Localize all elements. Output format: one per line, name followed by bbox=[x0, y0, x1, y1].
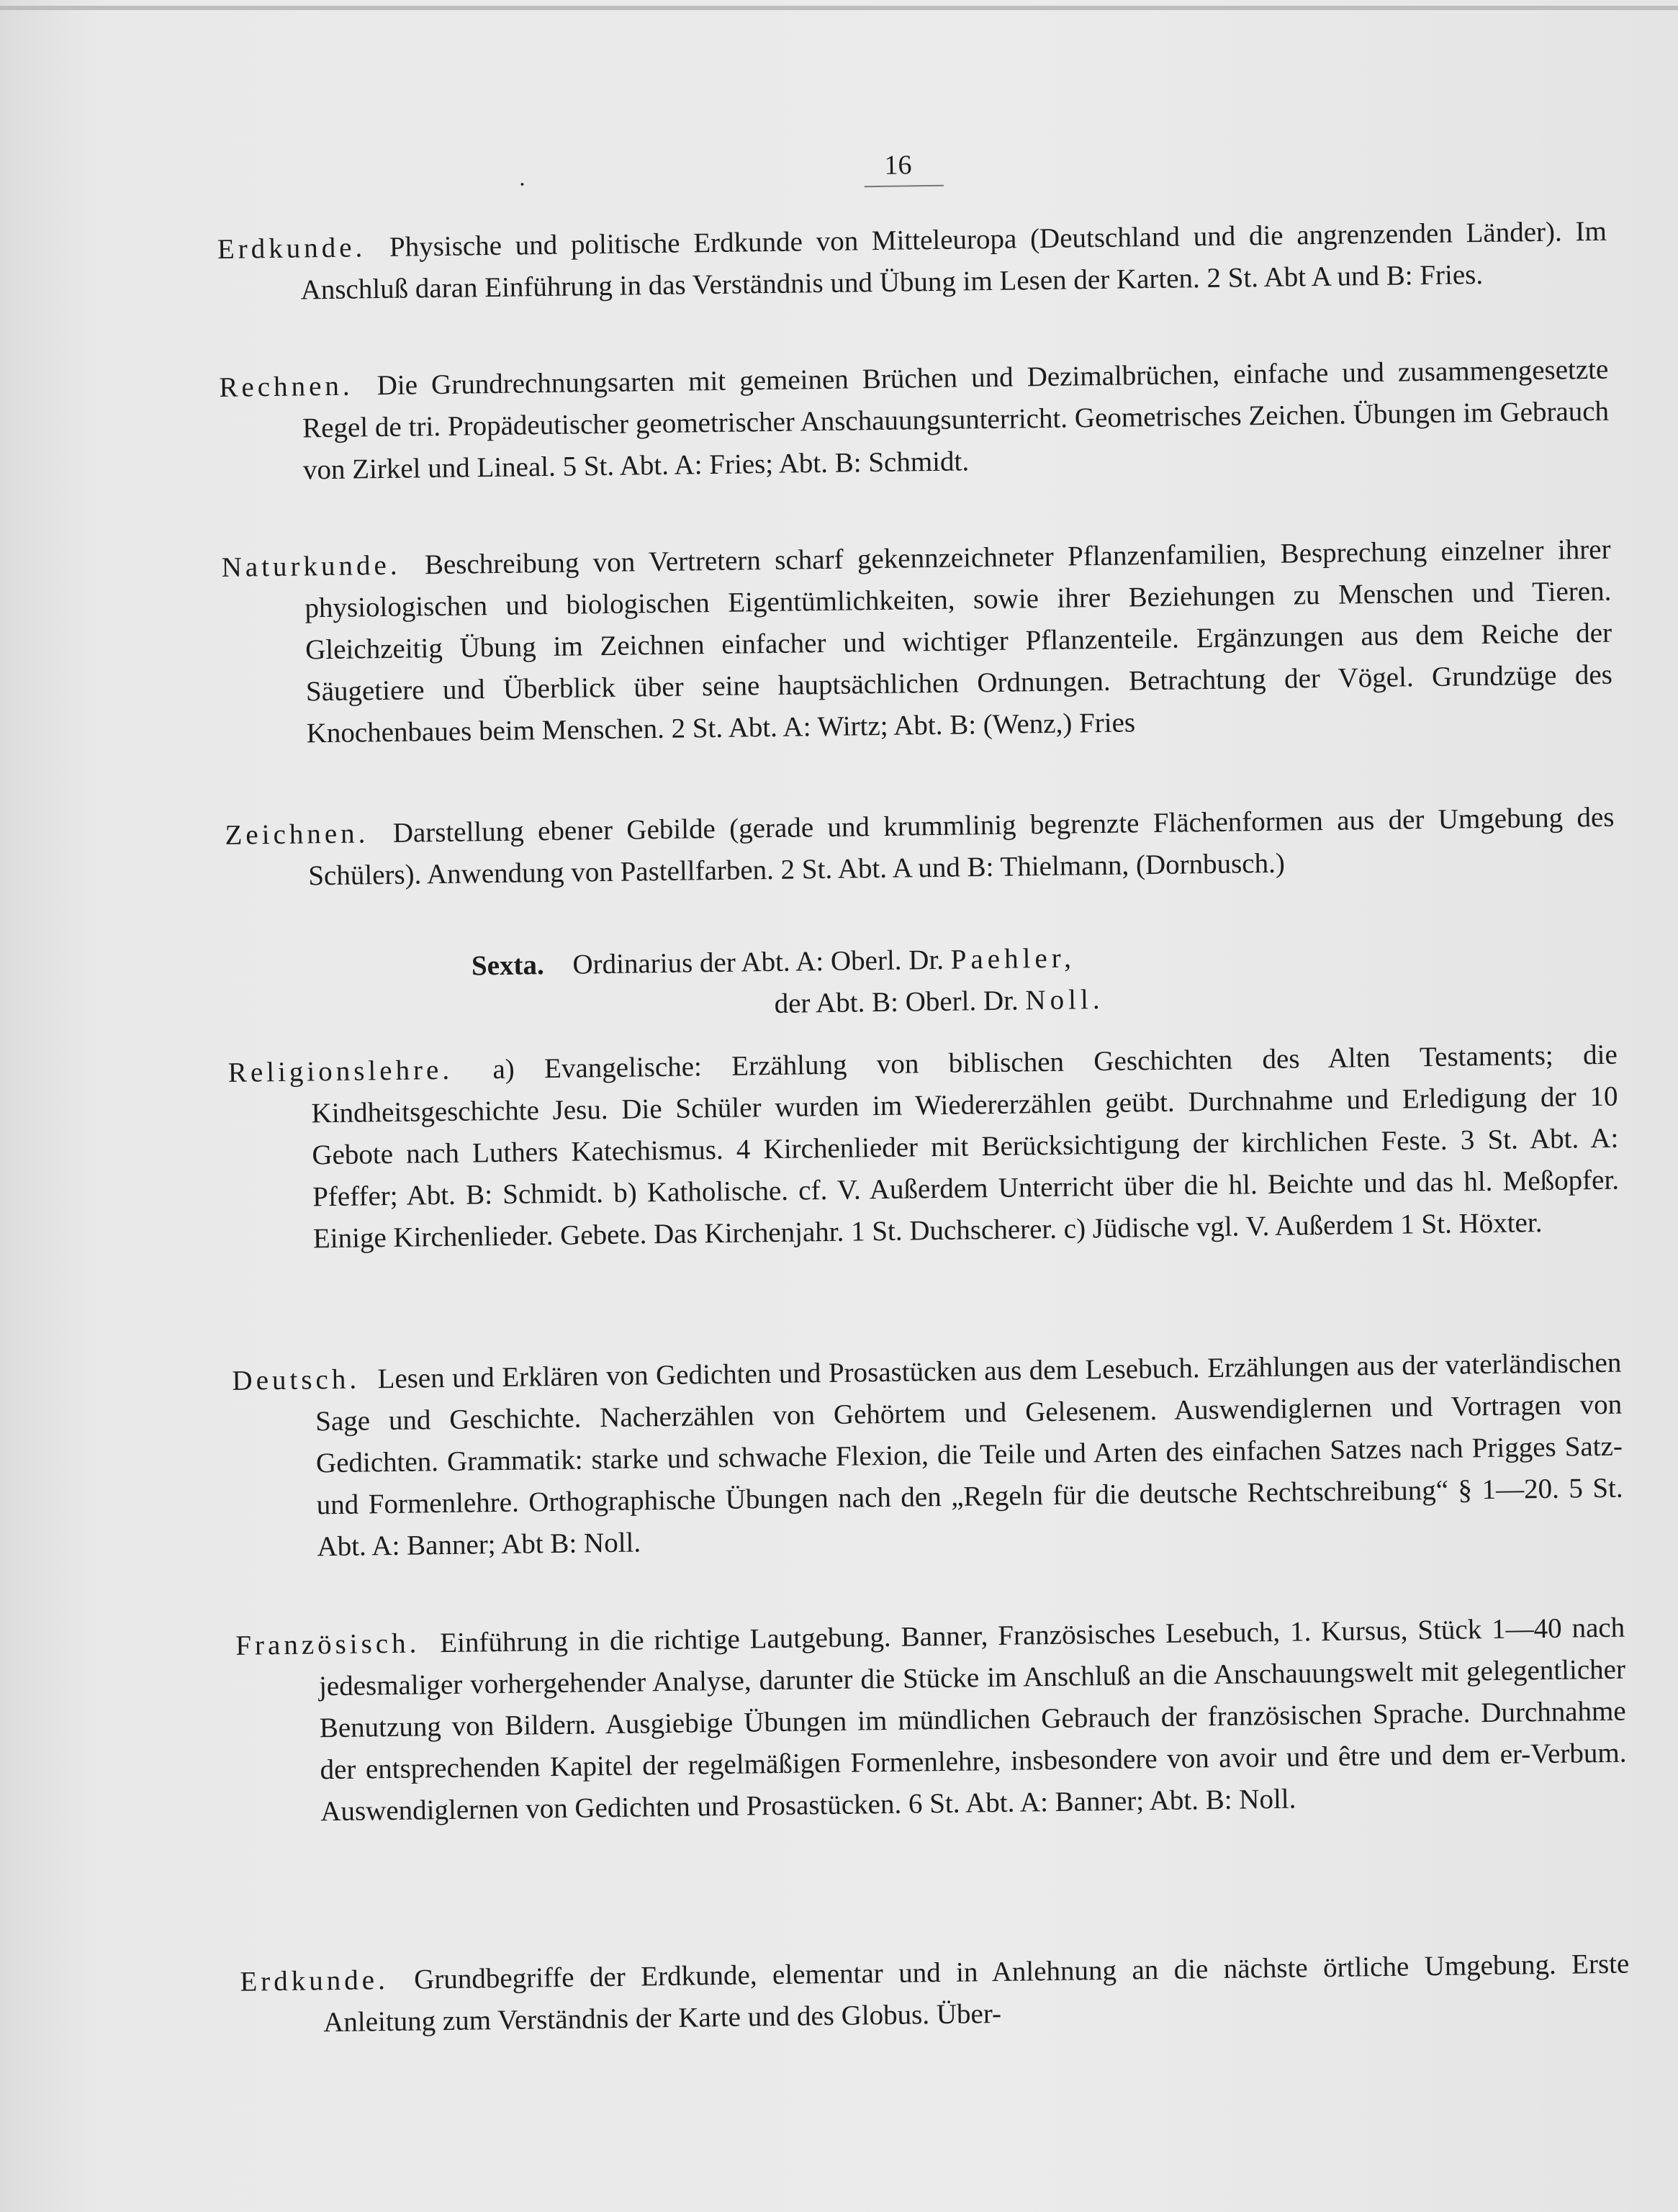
subject-heading: Zeichnen. bbox=[225, 818, 369, 851]
section-text: a) Evangelische: Erzählung von biblischen Geschichten des Alten Testaments; die Kindheitsgeschichte Jesu. Die Schüler wurden im Wiedererzählen geübt. Durchnahme und Erledigung der 10 Gebote nach Luthers Katechismus. 4 Kirchenlieder mit Berücksichtigung der kirchlichen Feste. 3 St. Abt. A: Pfeffer; Abt. B: Schmidt. b) Katholische. cf. V. Außerdem Unterricht über die hl. Beichte und das hl. Meßopfer. Einige Kirchenlieder. Gebete. Das Kirchenjahr. 1 St. Duchscherer. c) Jüdische vgl. V. Außerdem 1 St. Höxter. bbox=[311, 1039, 1620, 1255]
section-franzoesisch bbox=[235, 1607, 1628, 1834]
section-religionslehre bbox=[228, 1034, 1620, 1261]
subject-heading: Naturkunde. bbox=[221, 549, 401, 583]
section-text: Grundbegriffe der Erdkunde, elementar und in Anlehnung an die nächste örtliche Umgebung. Erste Anleitung zum Verständnis der Karte und des Globus. Über- bbox=[322, 1948, 1630, 2039]
ordinarius-line1-name: Paehler, bbox=[950, 942, 1076, 975]
top-edge-shadow bbox=[0, 6, 1678, 10]
section-text: Physische und politische Erdkunde von Mitteleuropa (Deutschland und die angrenzenden Länder). Im Anschluß daran Einführung in das Verständnis und Übung im Lesen der Karten. 2 St. Abt A und B: Fries. bbox=[300, 215, 1607, 306]
section-text: Darstellung ebener Gebilde (gerade und krummlinig begrenzte Flächenformen aus der Umgebung des Schülers). Anwendung von Pastellfarben. 2 St. Abt. A und B: Thielmann, (Dornbusch.) bbox=[308, 801, 1615, 892]
section-text: Die Grundrechnungsarten mit gemeinen Brüchen und Dezimalbrüchen, einfache und zusammengesetzte Regel de tri. Propädeutischer geometrischer Anschauungsunterricht. Geometrisches Zeichen. Übungen im Gebrauch von Zirkel und Lineal. 5 St. Abt. A: Fries; Abt. B: Schmidt. bbox=[302, 353, 1610, 486]
ordinarius-line1-prefix: Ordinarius der Abt. A: Oberl. Dr. bbox=[572, 944, 944, 980]
ordinarius-line2-prefix: der Abt. B: Oberl. Dr. bbox=[774, 985, 1019, 1019]
ordinarius-line2-name: Noll. bbox=[1025, 983, 1104, 1016]
subject-heading: Französisch. bbox=[235, 1628, 420, 1661]
page-number: 16 bbox=[884, 150, 912, 181]
section-naturkunde bbox=[221, 529, 1613, 756]
subject-heading: Rechnen. bbox=[219, 370, 353, 403]
sexta-heading bbox=[472, 932, 1480, 1029]
section-text: Einführung in die richtige Lautgebung. Banner, Französisches Lesebuch, 1. Kursus, Stück 1—40 nach jedesmaliger vorhergehender Analyse, darunter die Stücke im Anschluß an die Anschauungswelt mit gelegentlicher Benutzung von Bildern. Ausgiebige Übungen im mündlichen Gebrauch der französischen Sprache. Durchnahme der entsprechenden Kapitel der regelmäßigen Formenlehre, insbesondere von avoir und être und dem er-Verbum. Auswendiglernen von Gedichten und Prosastücken. 6 St. Abt. A: Banner; Abt. B: Noll. bbox=[318, 1612, 1627, 1828]
subject-heading: Erdkunde. bbox=[217, 232, 366, 265]
section-deutsch bbox=[232, 1342, 1624, 1569]
stray-dot: · bbox=[518, 172, 526, 198]
section-text: Beschreibung von Vertretern scharf gekennzeichneter Pflanzenfamilien, Besprechung einzelner ihrer physiologischen und biologischen Eigentümlichkeiten, sowie ihrer Beziehungen zu Menschen und Tieren. Gleichzeitig Übung im Zeichnen einfacher und wichtiger Pflanzenteile. Ergänzungen aus dem Reiche der Säugetiere und Überblick über seine hauptsächlichen Ordnungen. Betrachtung der Vögel. Grundzüge des Knochenbaues beim Menschen. 2 St. Abt. A: Wirtz; Abt. B: (Wenz,) Fries bbox=[305, 533, 1613, 749]
class-title: Sexta. bbox=[471, 949, 545, 982]
subject-heading: Erdkunde. bbox=[240, 1964, 389, 1997]
subject-heading: Deutsch. bbox=[232, 1363, 361, 1396]
section-text: Lesen und Erklären von Gedichten und Prosastücken aus dem Lesebuch. Erzählungen aus der vaterländischen Sage und Geschichte. Nacherzählen von Gehörtem und Gelesenem. Auswendiglernen und Vortragen von Gedichten. Grammatik: starke und schwache Flexion, die Teile und Arten des einfachen Satzes nach Prigges Satz- und Formenlehre. Orthographische Übungen nach den „Regeln für die deutsche Rechtschreibung“ § 1—20. 5 St. Abt. A: Banner; Abt B: Noll. bbox=[315, 1347, 1623, 1563]
section-rechnen bbox=[219, 349, 1610, 492]
subject-heading: Religionslehre. bbox=[227, 1054, 454, 1088]
